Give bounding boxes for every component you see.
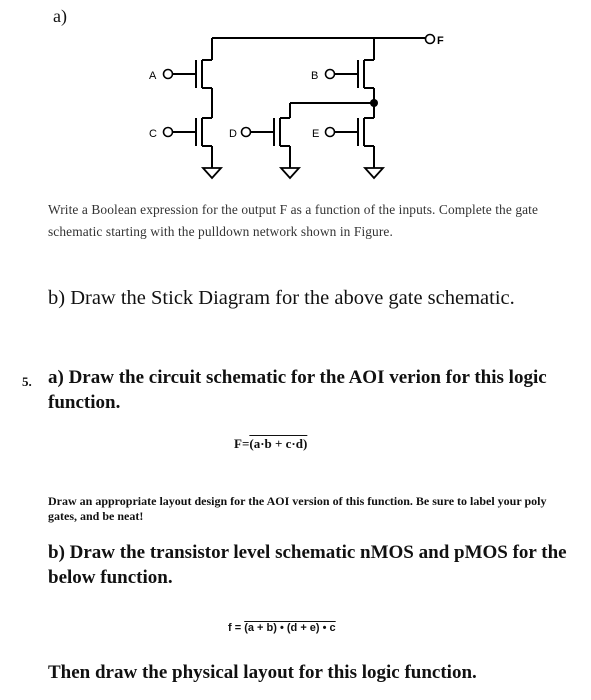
boolean-expression-1 (234, 436, 307, 452)
pulldown-network-schematic (0, 0, 591, 195)
input-label-b: B (311, 70, 319, 82)
input-label-a: A (149, 70, 157, 82)
output-label: F (437, 35, 444, 47)
part-a-label: a) (53, 6, 67, 26)
ground-symbol (203, 168, 221, 178)
ground-symbol (281, 168, 299, 178)
expression-complement: (a·b + c·d) (249, 436, 308, 451)
closing-instruction: Then draw the physical layout for this logic function. (48, 662, 477, 683)
boolean-expression-2 (228, 622, 336, 634)
expression2-complement: (a + b) • (d + e) • c (244, 622, 336, 634)
expression2-lhs: f = (228, 622, 242, 634)
layout-note: Draw an appropriate layout design for the AOI version of this function. Be sure to label your poly gates, and be neat! (48, 494, 547, 523)
input-label-e: E (312, 128, 320, 140)
ground-symbol (365, 168, 383, 178)
input-label-d: D (229, 128, 237, 140)
instruction-paragraph: Write a Boolean expression for the output F as a function of the inputs. Complete the gate schematic starting with the pulldown network shown in Figure. (48, 202, 539, 239)
input-label-c: C (149, 128, 157, 140)
junction-dot (370, 99, 378, 107)
part-b-text: b) Draw the Stick Diagram for the above gate schematic. (48, 287, 515, 309)
expression-lhs: F= (234, 436, 250, 451)
schematic-wires (164, 35, 435, 179)
question5-part-b: b) Draw the transistor level schematic nMOS and pMOS for the below function. (48, 542, 567, 588)
question-number: 5. (22, 374, 32, 389)
question5-part-a: a) Draw the circuit schematic for the AOI verion for this logic function. (48, 367, 547, 413)
